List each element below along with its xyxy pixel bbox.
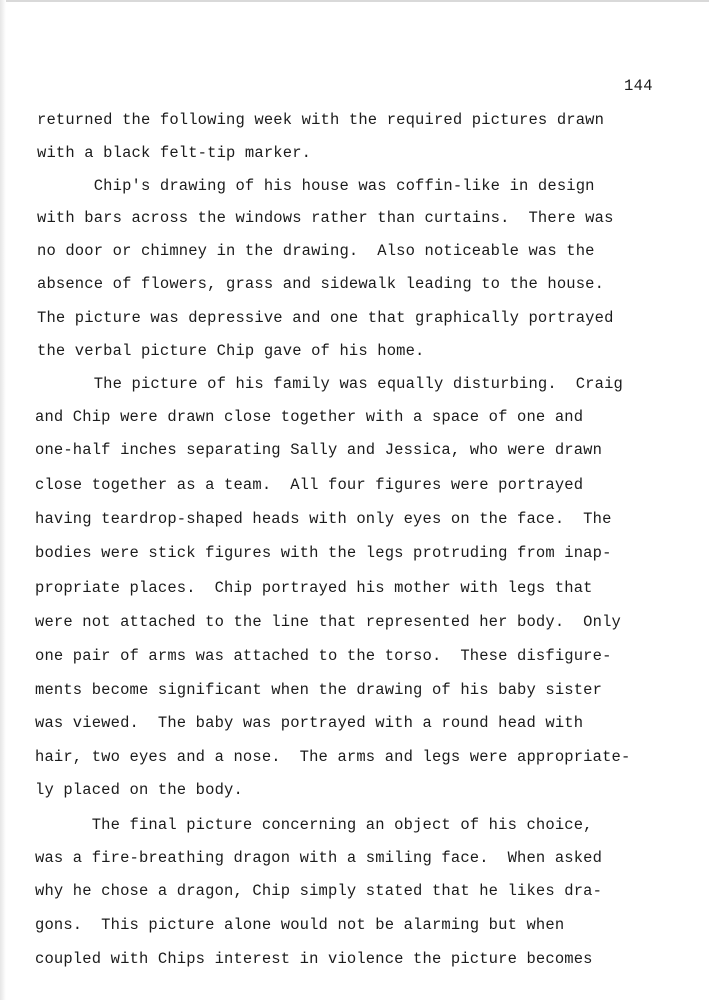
page-top-edge bbox=[0, 0, 709, 2]
text-line: gons. This picture alone would not be alarming but when bbox=[35, 916, 565, 934]
text-line: with bars across the windows rather than curtains. There was bbox=[37, 209, 614, 227]
text-line: one-half inches separating Sally and Jessica, who were drawn bbox=[35, 441, 603, 459]
text-line: absence of flowers, grass and sidewalk leading to the house. bbox=[37, 275, 605, 293]
text-line: the verbal picture Chip gave of his home. bbox=[37, 342, 425, 360]
text-line: Chip's drawing of his house was coffin-like in design bbox=[37, 177, 595, 195]
text-line: why he chose a dragon, Chip simply stated that he likes dra- bbox=[35, 882, 603, 900]
text-line: with a black felt-tip marker. bbox=[37, 144, 312, 162]
text-line: were not attached to the line that represented her body. Only bbox=[35, 613, 621, 631]
text-line: and Chip were drawn close together with a space of one and bbox=[35, 408, 584, 426]
text-line: The picture of his family was equally disturbing. Craig bbox=[37, 375, 623, 393]
text-line: ly placed on the body. bbox=[35, 781, 243, 799]
text-line: having teardrop-shaped heads with only eyes on the face. The bbox=[35, 510, 612, 528]
text-line: was viewed. The baby was portrayed with a round head with bbox=[35, 714, 584, 732]
text-line: returned the following week with the required pictures drawn bbox=[37, 111, 605, 129]
text-line: hair, two eyes and a nose. The arms and legs were appropriate- bbox=[35, 748, 631, 766]
page-left-edge-shadow bbox=[0, 0, 6, 1000]
text-line: ments become significant when the drawing of his baby sister bbox=[35, 681, 603, 699]
text-line: one pair of arms was attached to the torso. These disfigure- bbox=[35, 647, 612, 665]
text-line: close together as a team. All four figures were portrayed bbox=[35, 476, 584, 494]
text-line: The final picture concerning an object of his choice, bbox=[35, 816, 593, 834]
text-line: was a fire-breathing dragon with a smiling face. When asked bbox=[35, 849, 603, 867]
text-line: propriate places. Chip portrayed his mother with legs that bbox=[35, 579, 593, 597]
page-number: 144 bbox=[624, 77, 653, 95]
text-line: bodies were stick figures with the legs protruding from inap- bbox=[35, 544, 612, 562]
text-line: The picture was depressive and one that graphically portrayed bbox=[37, 309, 614, 327]
text-line: no door or chimney in the drawing. Also noticeable was the bbox=[37, 242, 595, 260]
text-line: coupled with Chips interest in violence the picture becomes bbox=[35, 950, 593, 968]
